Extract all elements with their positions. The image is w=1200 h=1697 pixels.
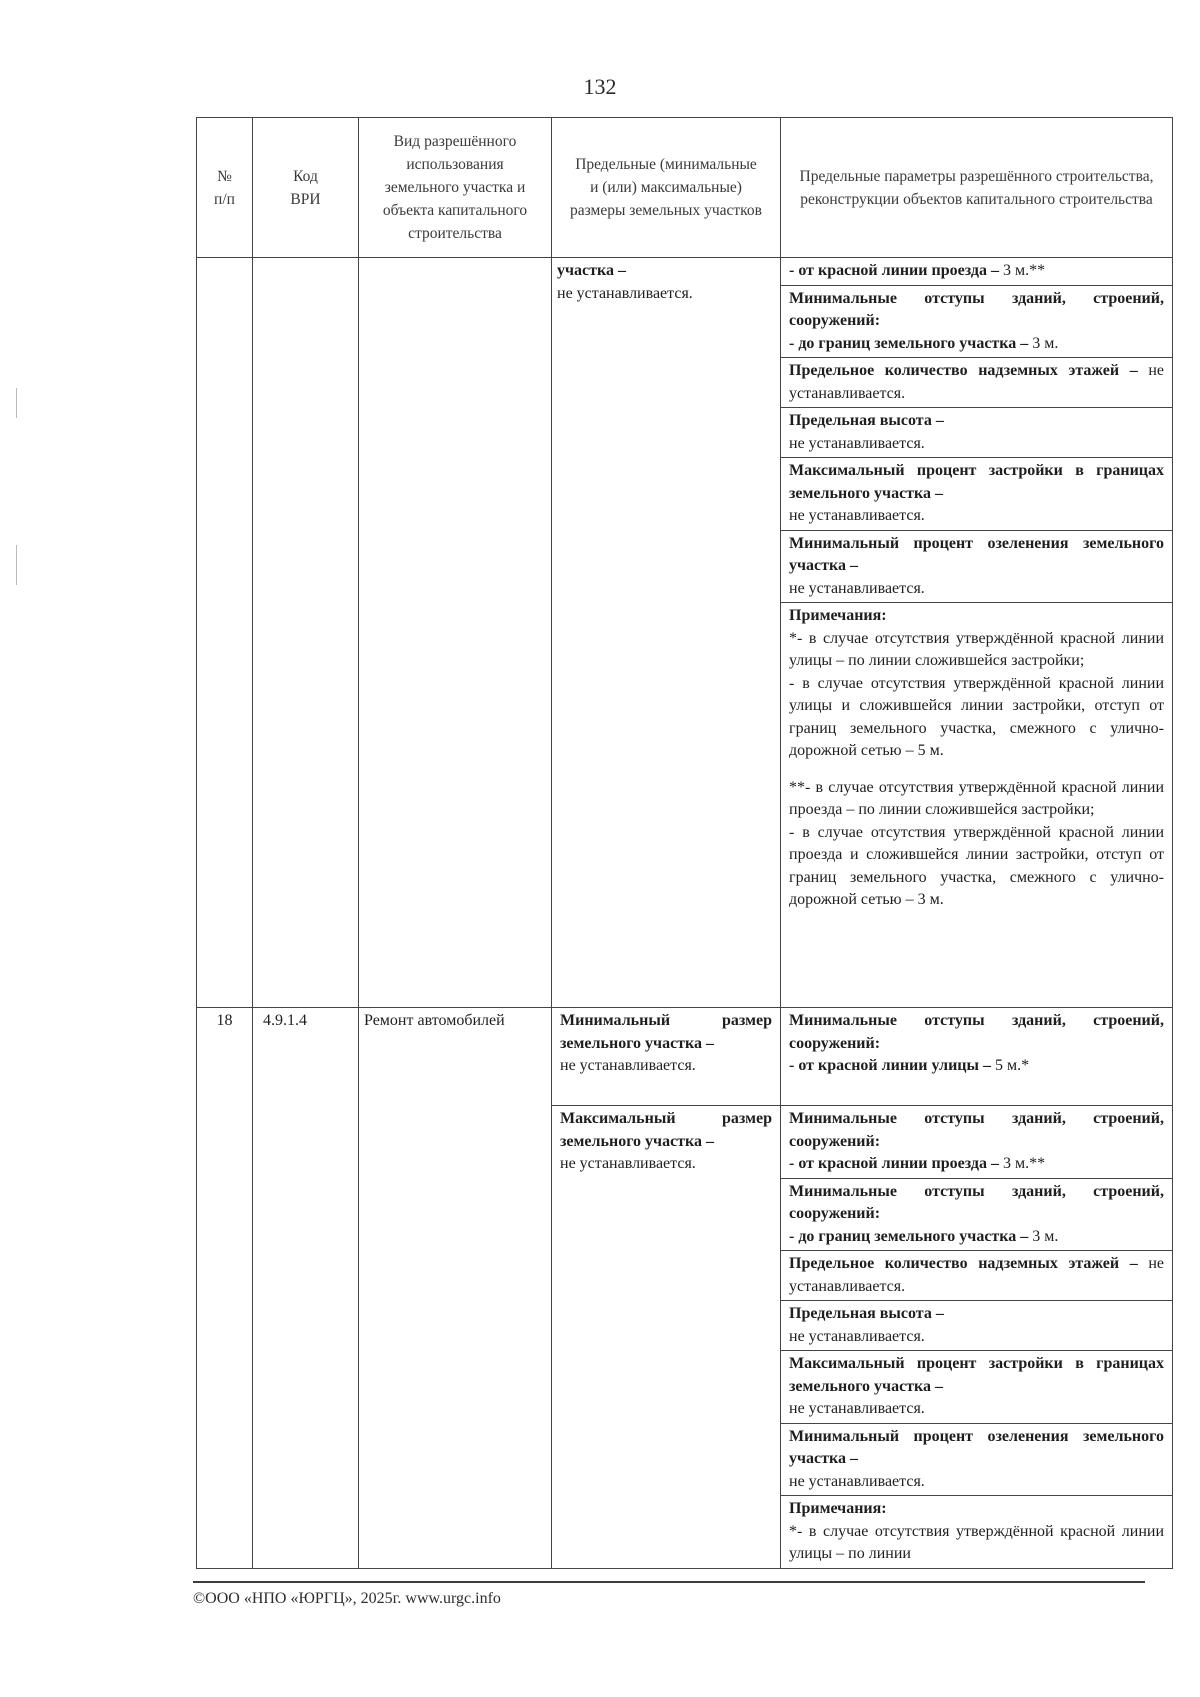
- scan-mark: [16, 388, 21, 418]
- note-text: *- в случае отсутствия утверждённой красной линии улицы – по линии: [789, 1522, 1164, 1562]
- header-use: Вид разрешённого использования земельного участка и объекта капитального строительства: [359, 118, 552, 258]
- param-item: Предельная высота – не устанавливается.: [781, 408, 1172, 458]
- row18-use-cell: Ремонт автомобилей: [359, 1008, 552, 1569]
- note-text: - в случае отсутствия утверждённой красной линии проезда и сложившейся линии застройки, отступ от границ земельного участка, смежного с улично-дорожной сетью – 3 м.: [789, 823, 1164, 908]
- param-item: Минимальные отступы зданий, строений, сооружений: - до границ земельного участка – 3 м.: [781, 285, 1172, 358]
- cont-size-normal: не устанавливается.: [557, 284, 693, 302]
- note-text: - в случае отсутствия утверждённой красной линии улицы и сложившейся линии застройки, отступ от границ земельного участка, смежного с улично-дорожной сетью – 5 м.: [789, 674, 1164, 759]
- param-item: Предельная высота – не устанавливается.: [781, 1301, 1172, 1351]
- param-item: Минимальные отступы зданий, строений, сооружений: - до границ земельного участка – 3 м.: [781, 1178, 1172, 1251]
- header-params: Предельные параметры разрешённого строительства, реконструкции объектов капитального строительства: [781, 118, 1173, 258]
- row18-max-size-cell: Максимальный размер земельного участка – не устанавливается.: [552, 1106, 781, 1569]
- param-item: Максимальный процент застройки в границах земельного участка – не устанавливается.: [781, 1351, 1172, 1424]
- footer-divider: [193, 1581, 1145, 1583]
- param-item: Максимальный процент застройки в границах земельного участка – не устанавливается.: [781, 458, 1172, 531]
- cont-use-cell: [359, 258, 552, 1008]
- cont-params-cell: [781, 258, 1173, 1008]
- notes-item: [781, 1496, 1172, 1568]
- table-row: [197, 1008, 1173, 1106]
- header-num: № п/п: [197, 118, 253, 258]
- notes-title: Примечания:: [789, 1500, 887, 1517]
- row18-code-cell: 4.9.1.4: [253, 1008, 359, 1569]
- note-text: **- в случае отсутствия утверждённой красной линии проезда – по линии сложившейся застройки;: [789, 778, 1164, 818]
- note-text: *- в случае отсутствия утверждённой красной линии улицы – по линии сложившейся застройки;: [789, 629, 1164, 669]
- row18-num-cell: 18: [197, 1008, 253, 1569]
- notes-title: Примечания:: [789, 607, 887, 624]
- param-item: Минимальный процент озеленения земельного участка – не устанавливается.: [781, 1423, 1172, 1496]
- param-item: Минимальные отступы зданий, строений, сооружений: - от красной линии проезда – 3 м.**: [789, 1110, 1164, 1172]
- param-item: Минимальный процент озеленения земельного участка – не устанавливается.: [781, 530, 1172, 603]
- cont-size-bold: участка –: [557, 262, 626, 279]
- param-item: - от красной линии проезда – 3 м.**: [789, 262, 1046, 279]
- cont-params-list: [781, 258, 1172, 914]
- table-header-row: [197, 118, 1173, 258]
- header-sizes: Предельные (минимальные и (или) максимальные) размеры земельных участков: [552, 118, 781, 258]
- row18-min-size-cell: Минимальный размер земельного участка – не устанавливается.: [552, 1008, 781, 1106]
- row18-min-params-cell: Минимальные отступы зданий, строений, сооружений: - от красной линии улицы – 5 м.*: [781, 1008, 1173, 1106]
- footer-copyright: ©ООО «НПО «ЮРГЦ», 2025г. www.urgc.info: [193, 1590, 501, 1607]
- param-item: Предельное количество надземных этажей – не устанавливается.: [781, 1251, 1172, 1301]
- cont-num-cell: [197, 258, 253, 1008]
- cont-code-cell: [253, 258, 359, 1008]
- cont-size-cell: [552, 258, 781, 1008]
- row18-params-list: [781, 1106, 1172, 1568]
- page-number: 132: [583, 74, 617, 99]
- notes-item: [781, 603, 1172, 914]
- scan-mark: [16, 545, 21, 585]
- header-code: Код ВРИ: [253, 118, 359, 258]
- table-row: [197, 258, 1173, 1008]
- param-item: Предельное количество надземных этажей – не устанавливается.: [781, 358, 1172, 408]
- row18-params-cell: [781, 1106, 1173, 1569]
- regulations-table: [196, 117, 1173, 1569]
